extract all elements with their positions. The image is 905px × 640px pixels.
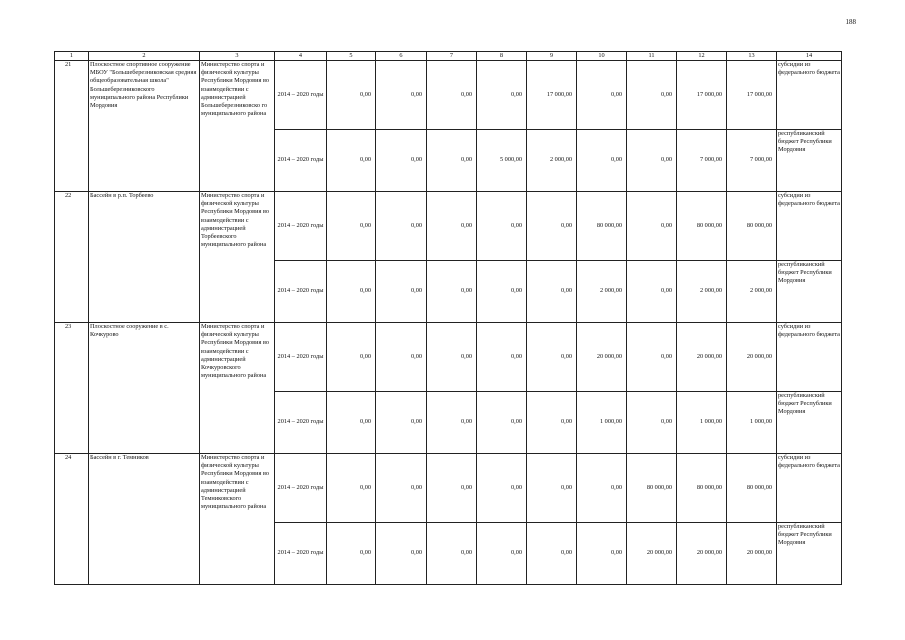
value-cell: 1 000,00 <box>577 392 627 454</box>
value-cell: 0,00 <box>477 392 527 454</box>
value-cell: 0,00 <box>627 192 677 261</box>
period-cell: 2014 – 2020 годы <box>275 523 327 585</box>
executor: Министерство спорта и физической культуры Республики Мордовия во взаимодействии с администрацией Большеберезниковско го муниципального района <box>200 61 275 192</box>
value-cell: 0,00 <box>577 61 627 130</box>
value-cell: 20 000,00 <box>727 323 777 392</box>
value-cell: 0,00 <box>327 523 376 585</box>
column-header: 8 <box>477 52 527 61</box>
period-cell: 2014 – 2020 годы <box>275 454 327 523</box>
value-cell: 7 000,00 <box>677 130 727 192</box>
value-cell: 0,00 <box>376 192 427 261</box>
value-cell: 2 000,00 <box>727 261 777 323</box>
value-cell: 0,00 <box>376 454 427 523</box>
column-header: 2 <box>89 52 200 61</box>
value-cell: 0,00 <box>527 523 577 585</box>
value-cell: 0,00 <box>327 323 376 392</box>
program-table <box>54 51 842 585</box>
period-cell: 2014 – 2020 годы <box>275 192 327 261</box>
value-cell: 0,00 <box>527 192 577 261</box>
value-cell: 1 000,00 <box>727 392 777 454</box>
object-name: Бассейн в г. Темников <box>89 454 200 585</box>
funding-source: республиканский бюджет Республики Мордовия <box>777 392 842 454</box>
value-cell: 0,00 <box>477 61 527 130</box>
period-cell: 2014 – 2020 годы <box>275 61 327 130</box>
column-header: 14 <box>777 52 842 61</box>
column-header: 12 <box>677 52 727 61</box>
value-cell: 17 000,00 <box>677 61 727 130</box>
value-cell: 0,00 <box>427 192 477 261</box>
table-row <box>55 454 842 523</box>
value-cell: 0,00 <box>327 392 376 454</box>
header-row <box>55 52 842 61</box>
column-header: 4 <box>275 52 327 61</box>
value-cell: 2 000,00 <box>577 261 627 323</box>
value-cell: 17 000,00 <box>727 61 777 130</box>
table-row <box>55 61 842 130</box>
object-name: Плоскостное спортивное сооружение МБОУ "Большеберезниковская средняя общеобразовательная школа" Большеберезниковского муниципального района Республики Мордовия <box>89 61 200 192</box>
value-cell: 0,00 <box>477 523 527 585</box>
value-cell: 0,00 <box>527 392 577 454</box>
column-header: 3 <box>200 52 275 61</box>
object-name: Бассейн в р.п. Торбеево <box>89 192 200 323</box>
page-number: 188 <box>845 18 856 26</box>
value-cell: 0,00 <box>427 130 477 192</box>
value-cell: 0,00 <box>376 323 427 392</box>
value-cell: 0,00 <box>577 130 627 192</box>
funding-source: субсидии из федерального бюджета <box>777 192 842 261</box>
value-cell: 0,00 <box>427 261 477 323</box>
value-cell: 20 000,00 <box>577 323 627 392</box>
column-header: 10 <box>577 52 627 61</box>
item-number: 22 <box>55 192 89 323</box>
value-cell: 7 000,00 <box>727 130 777 192</box>
funding-source: республиканский бюджет Республики Мордовия <box>777 261 842 323</box>
funding-source: субсидии из федерального бюджета <box>777 323 842 392</box>
value-cell: 0,00 <box>327 192 376 261</box>
value-cell: 17 000,00 <box>527 61 577 130</box>
value-cell: 2 000,00 <box>527 130 577 192</box>
value-cell: 0,00 <box>427 392 477 454</box>
value-cell: 80 000,00 <box>677 192 727 261</box>
item-number: 21 <box>55 61 89 192</box>
value-cell: 0,00 <box>627 61 677 130</box>
funding-source: субсидии из федерального бюджета <box>777 61 842 130</box>
table-row <box>55 323 842 392</box>
value-cell: 2 000,00 <box>677 261 727 323</box>
executor: Министерство спорта и физической культуры Республики Мордовия во взаимодействии с администрацией Кочкуровского муниципального района <box>200 323 275 454</box>
column-header: 1 <box>55 52 89 61</box>
value-cell: 0,00 <box>527 261 577 323</box>
period-cell: 2014 – 2020 годы <box>275 323 327 392</box>
value-cell: 20 000,00 <box>727 523 777 585</box>
funding-source: республиканский бюджет Республики Мордовия <box>777 523 842 585</box>
funding-source: субсидии из федерального бюджета <box>777 454 842 523</box>
value-cell: 1 000,00 <box>677 392 727 454</box>
object-name: Плоскостное сооружение в с. Кочкурово <box>89 323 200 454</box>
value-cell: 0,00 <box>627 323 677 392</box>
value-cell: 80 000,00 <box>577 192 627 261</box>
period-cell: 2014 – 2020 годы <box>275 130 327 192</box>
value-cell: 80 000,00 <box>677 454 727 523</box>
value-cell: 0,00 <box>376 61 427 130</box>
table-row <box>55 192 842 261</box>
funding-source: республиканский бюджет Республики Мордовия <box>777 130 842 192</box>
value-cell: 0,00 <box>477 192 527 261</box>
value-cell: 80 000,00 <box>627 454 677 523</box>
column-header: 13 <box>727 52 777 61</box>
value-cell: 0,00 <box>427 454 477 523</box>
value-cell: 0,00 <box>527 323 577 392</box>
executor: Министерство спорта и физической культуры Республики Мордовия во взаимодействии с администрацией Торбеевского муниципального района <box>200 192 275 323</box>
value-cell: 0,00 <box>527 454 577 523</box>
value-cell: 0,00 <box>627 130 677 192</box>
value-cell: 0,00 <box>327 61 376 130</box>
value-cell: 20 000,00 <box>677 523 727 585</box>
value-cell: 0,00 <box>376 523 427 585</box>
value-cell: 20 000,00 <box>627 523 677 585</box>
value-cell: 0,00 <box>327 454 376 523</box>
value-cell: 0,00 <box>427 61 477 130</box>
value-cell: 0,00 <box>477 323 527 392</box>
value-cell: 0,00 <box>427 323 477 392</box>
item-number: 24 <box>55 454 89 585</box>
period-cell: 2014 – 2020 годы <box>275 392 327 454</box>
value-cell: 80 000,00 <box>727 454 777 523</box>
period-cell: 2014 – 2020 годы <box>275 261 327 323</box>
value-cell: 5 000,00 <box>477 130 527 192</box>
value-cell: 0,00 <box>376 261 427 323</box>
value-cell: 0,00 <box>477 454 527 523</box>
value-cell: 0,00 <box>327 261 376 323</box>
column-header: 6 <box>376 52 427 61</box>
executor: Министерство спорта и физической культуры Республики Мордовия во взаимодействии с администрацией Темниковского муниципального района <box>200 454 275 585</box>
value-cell: 80 000,00 <box>727 192 777 261</box>
value-cell: 0,00 <box>627 261 677 323</box>
value-cell: 0,00 <box>577 523 627 585</box>
value-cell: 0,00 <box>376 130 427 192</box>
column-header: 9 <box>527 52 577 61</box>
value-cell: 0,00 <box>577 454 627 523</box>
value-cell: 0,00 <box>627 392 677 454</box>
column-header: 11 <box>627 52 677 61</box>
value-cell: 20 000,00 <box>677 323 727 392</box>
value-cell: 0,00 <box>477 261 527 323</box>
value-cell: 0,00 <box>327 130 376 192</box>
value-cell: 0,00 <box>427 523 477 585</box>
value-cell: 0,00 <box>376 392 427 454</box>
item-number: 23 <box>55 323 89 454</box>
column-header: 5 <box>327 52 376 61</box>
column-header: 7 <box>427 52 477 61</box>
